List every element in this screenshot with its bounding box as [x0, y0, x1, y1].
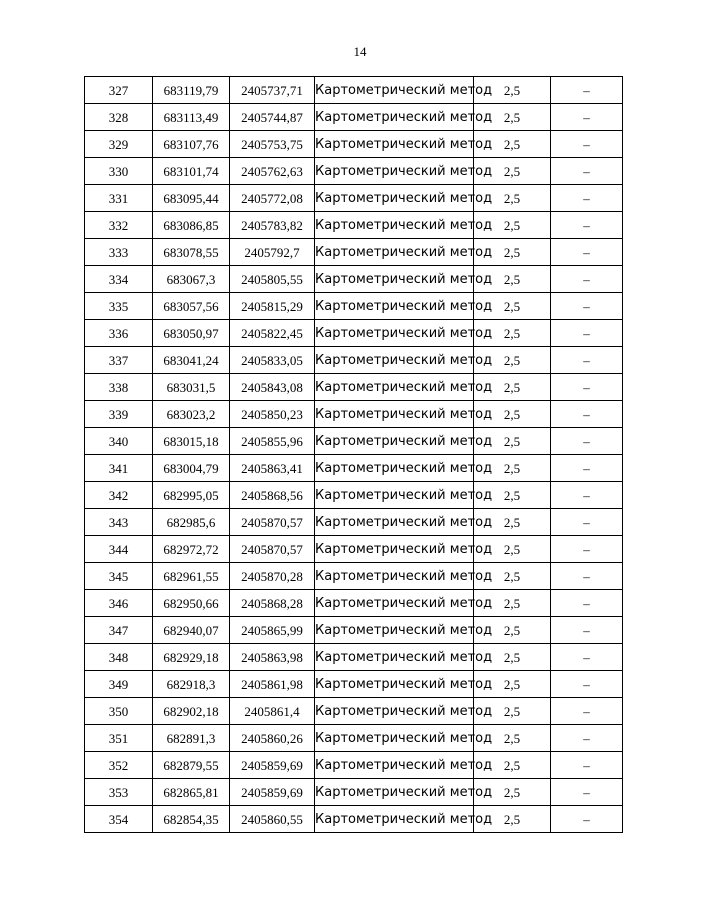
accuracy-cell: 2,5 [474, 320, 551, 347]
y-coordinate-cell: 2405861,98 [230, 671, 315, 698]
accuracy-cell: 2,5 [474, 806, 551, 833]
method-cell: Картометрический метод [315, 158, 474, 185]
point-number-cell: 328 [85, 104, 153, 131]
accuracy-cell: 2,5 [474, 617, 551, 644]
x-coordinate-cell: 683004,79 [153, 455, 230, 482]
note-cell: – [551, 698, 623, 725]
y-coordinate-cell: 2405870,28 [230, 563, 315, 590]
method-cell: Картометрический метод [315, 374, 474, 401]
note-cell: – [551, 671, 623, 698]
y-coordinate-cell: 2405868,28 [230, 590, 315, 617]
page-number: 14 [353, 44, 367, 59]
x-coordinate-cell: 682995,05 [153, 482, 230, 509]
method-cell: Картометрический метод [315, 212, 474, 239]
table-row [85, 509, 623, 536]
method-cell: Картометрический метод [315, 536, 474, 563]
point-number-cell: 329 [85, 131, 153, 158]
point-number-cell: 348 [85, 644, 153, 671]
x-coordinate-cell: 683107,76 [153, 131, 230, 158]
table-row [85, 671, 623, 698]
method-cell: Картометрический метод [315, 104, 474, 131]
accuracy-cell: 2,5 [474, 482, 551, 509]
table-row [85, 158, 623, 185]
x-coordinate-cell: 682950,66 [153, 590, 230, 617]
point-number-cell: 353 [85, 779, 153, 806]
accuracy-cell: 2,5 [474, 77, 551, 104]
accuracy-cell: 2,5 [474, 374, 551, 401]
y-coordinate-cell: 2405850,23 [230, 401, 315, 428]
x-coordinate-cell: 683086,85 [153, 212, 230, 239]
note-cell: – [551, 239, 623, 266]
x-coordinate-cell: 682918,3 [153, 671, 230, 698]
table-row [85, 239, 623, 266]
accuracy-cell: 2,5 [474, 347, 551, 374]
y-coordinate-cell: 2405762,63 [230, 158, 315, 185]
y-coordinate-cell: 2405833,05 [230, 347, 315, 374]
accuracy-cell: 2,5 [474, 509, 551, 536]
x-coordinate-cell: 682929,18 [153, 644, 230, 671]
x-coordinate-cell: 683057,56 [153, 293, 230, 320]
note-cell: – [551, 590, 623, 617]
y-coordinate-cell: 2405868,56 [230, 482, 315, 509]
note-cell: – [551, 563, 623, 590]
method-cell: Картометрический метод [315, 482, 474, 509]
point-number-cell: 349 [85, 671, 153, 698]
y-coordinate-cell: 2405859,69 [230, 752, 315, 779]
y-coordinate-cell: 2405822,45 [230, 320, 315, 347]
x-coordinate-cell: 682961,55 [153, 563, 230, 590]
method-cell: Картометрический метод [315, 671, 474, 698]
x-coordinate-cell: 683101,74 [153, 158, 230, 185]
table-row [85, 266, 623, 293]
point-number-cell: 331 [85, 185, 153, 212]
note-cell: – [551, 104, 623, 131]
table-row [85, 482, 623, 509]
table-row [85, 536, 623, 563]
table-row [85, 725, 623, 752]
accuracy-cell: 2,5 [474, 266, 551, 293]
y-coordinate-cell: 2405744,87 [230, 104, 315, 131]
method-cell: Картометрический метод [315, 617, 474, 644]
y-coordinate-cell: 2405861,4 [230, 698, 315, 725]
table-row [85, 455, 623, 482]
x-coordinate-cell: 682940,07 [153, 617, 230, 644]
method-cell: Картометрический метод [315, 590, 474, 617]
table-row [85, 806, 623, 833]
note-cell: – [551, 374, 623, 401]
y-coordinate-cell: 2405855,96 [230, 428, 315, 455]
x-coordinate-cell: 682891,3 [153, 725, 230, 752]
y-coordinate-cell: 2405863,98 [230, 644, 315, 671]
table-row [85, 617, 623, 644]
accuracy-cell: 2,5 [474, 563, 551, 590]
point-number-cell: 330 [85, 158, 153, 185]
method-cell: Картометрический метод [315, 779, 474, 806]
point-number-cell: 347 [85, 617, 153, 644]
accuracy-cell: 2,5 [474, 401, 551, 428]
note-cell: – [551, 212, 623, 239]
accuracy-cell: 2,5 [474, 698, 551, 725]
method-cell: Картометрический метод [315, 185, 474, 212]
point-number-cell: 332 [85, 212, 153, 239]
x-coordinate-cell: 683041,24 [153, 347, 230, 374]
note-cell: – [551, 401, 623, 428]
y-coordinate-cell: 2405772,08 [230, 185, 315, 212]
method-cell: Картометрический метод [315, 563, 474, 590]
method-cell: Картометрический метод [315, 725, 474, 752]
note-cell: – [551, 131, 623, 158]
point-number-cell: 345 [85, 563, 153, 590]
point-number-cell: 350 [85, 698, 153, 725]
accuracy-cell: 2,5 [474, 239, 551, 266]
note-cell: – [551, 266, 623, 293]
table-row [85, 779, 623, 806]
method-cell: Картометрический метод [315, 293, 474, 320]
note-cell: – [551, 320, 623, 347]
y-coordinate-cell: 2405783,82 [230, 212, 315, 239]
x-coordinate-cell: 683015,18 [153, 428, 230, 455]
y-coordinate-cell: 2405805,55 [230, 266, 315, 293]
table-row [85, 752, 623, 779]
x-coordinate-cell: 683113,49 [153, 104, 230, 131]
method-cell: Картометрический метод [315, 509, 474, 536]
y-coordinate-cell: 2405860,26 [230, 725, 315, 752]
note-cell: – [551, 428, 623, 455]
table-row [85, 212, 623, 239]
accuracy-cell: 2,5 [474, 131, 551, 158]
point-number-cell: 339 [85, 401, 153, 428]
table-row [85, 644, 623, 671]
point-number-cell: 351 [85, 725, 153, 752]
note-cell: – [551, 455, 623, 482]
coordinates-table [84, 76, 623, 833]
note-cell: – [551, 752, 623, 779]
y-coordinate-cell: 2405860,55 [230, 806, 315, 833]
x-coordinate-cell: 683050,97 [153, 320, 230, 347]
point-number-cell: 354 [85, 806, 153, 833]
note-cell: – [551, 77, 623, 104]
point-number-cell: 335 [85, 293, 153, 320]
x-coordinate-cell: 682879,55 [153, 752, 230, 779]
note-cell: – [551, 779, 623, 806]
table-row [85, 77, 623, 104]
x-coordinate-cell: 683119,79 [153, 77, 230, 104]
method-cell: Картометрический метод [315, 266, 474, 293]
method-cell: Картометрический метод [315, 401, 474, 428]
x-coordinate-cell: 682985,6 [153, 509, 230, 536]
note-cell: – [551, 293, 623, 320]
accuracy-cell: 2,5 [474, 779, 551, 806]
x-coordinate-cell: 683078,55 [153, 239, 230, 266]
note-cell: – [551, 806, 623, 833]
table-row [85, 320, 623, 347]
method-cell: Картометрический метод [315, 698, 474, 725]
x-coordinate-cell: 683031,5 [153, 374, 230, 401]
point-number-cell: 338 [85, 374, 153, 401]
method-cell: Картометрический метод [315, 77, 474, 104]
accuracy-cell: 2,5 [474, 185, 551, 212]
point-number-cell: 334 [85, 266, 153, 293]
point-number-cell: 327 [85, 77, 153, 104]
method-cell: Картометрический метод [315, 752, 474, 779]
y-coordinate-cell: 2405863,41 [230, 455, 315, 482]
point-number-cell: 346 [85, 590, 153, 617]
accuracy-cell: 2,5 [474, 104, 551, 131]
accuracy-cell: 2,5 [474, 536, 551, 563]
x-coordinate-cell: 683067,3 [153, 266, 230, 293]
table-row [85, 698, 623, 725]
accuracy-cell: 2,5 [474, 644, 551, 671]
table-row [85, 347, 623, 374]
note-cell: – [551, 617, 623, 644]
accuracy-cell: 2,5 [474, 428, 551, 455]
point-number-cell: 341 [85, 455, 153, 482]
method-cell: Картометрический метод [315, 347, 474, 374]
y-coordinate-cell: 2405859,69 [230, 779, 315, 806]
method-cell: Картометрический метод [315, 644, 474, 671]
table-row [85, 185, 623, 212]
method-cell: Картометрический метод [315, 239, 474, 266]
y-coordinate-cell: 2405870,57 [230, 509, 315, 536]
y-coordinate-cell: 2405870,57 [230, 536, 315, 563]
table-row [85, 401, 623, 428]
method-cell: Картометрический метод [315, 455, 474, 482]
point-number-cell: 336 [85, 320, 153, 347]
accuracy-cell: 2,5 [474, 590, 551, 617]
accuracy-cell: 2,5 [474, 293, 551, 320]
method-cell: Картометрический метод [315, 131, 474, 158]
y-coordinate-cell: 2405792,7 [230, 239, 315, 266]
accuracy-cell: 2,5 [474, 212, 551, 239]
table-row [85, 590, 623, 617]
x-coordinate-cell: 682902,18 [153, 698, 230, 725]
point-number-cell: 343 [85, 509, 153, 536]
note-cell: – [551, 347, 623, 374]
point-number-cell: 337 [85, 347, 153, 374]
note-cell: – [551, 185, 623, 212]
point-number-cell: 333 [85, 239, 153, 266]
x-coordinate-cell: 683095,44 [153, 185, 230, 212]
note-cell: – [551, 644, 623, 671]
y-coordinate-cell: 2405843,08 [230, 374, 315, 401]
note-cell: – [551, 158, 623, 185]
point-number-cell: 344 [85, 536, 153, 563]
y-coordinate-cell: 2405815,29 [230, 293, 315, 320]
table-row [85, 563, 623, 590]
method-cell: Картометрический метод [315, 806, 474, 833]
accuracy-cell: 2,5 [474, 455, 551, 482]
x-coordinate-cell: 683023,2 [153, 401, 230, 428]
method-cell: Картометрический метод [315, 320, 474, 347]
coordinates-table-body [85, 77, 623, 833]
accuracy-cell: 2,5 [474, 752, 551, 779]
table-row [85, 293, 623, 320]
table-row [85, 104, 623, 131]
x-coordinate-cell: 682854,35 [153, 806, 230, 833]
table-row [85, 428, 623, 455]
table-row [85, 374, 623, 401]
point-number-cell: 340 [85, 428, 153, 455]
method-cell: Картометрический метод [315, 428, 474, 455]
x-coordinate-cell: 682865,81 [153, 779, 230, 806]
table-row [85, 131, 623, 158]
y-coordinate-cell: 2405737,71 [230, 77, 315, 104]
note-cell: – [551, 725, 623, 752]
x-coordinate-cell: 682972,72 [153, 536, 230, 563]
point-number-cell: 342 [85, 482, 153, 509]
y-coordinate-cell: 2405865,99 [230, 617, 315, 644]
note-cell: – [551, 509, 623, 536]
note-cell: – [551, 482, 623, 509]
note-cell: – [551, 536, 623, 563]
accuracy-cell: 2,5 [474, 158, 551, 185]
accuracy-cell: 2,5 [474, 671, 551, 698]
y-coordinate-cell: 2405753,75 [230, 131, 315, 158]
accuracy-cell: 2,5 [474, 725, 551, 752]
point-number-cell: 352 [85, 752, 153, 779]
